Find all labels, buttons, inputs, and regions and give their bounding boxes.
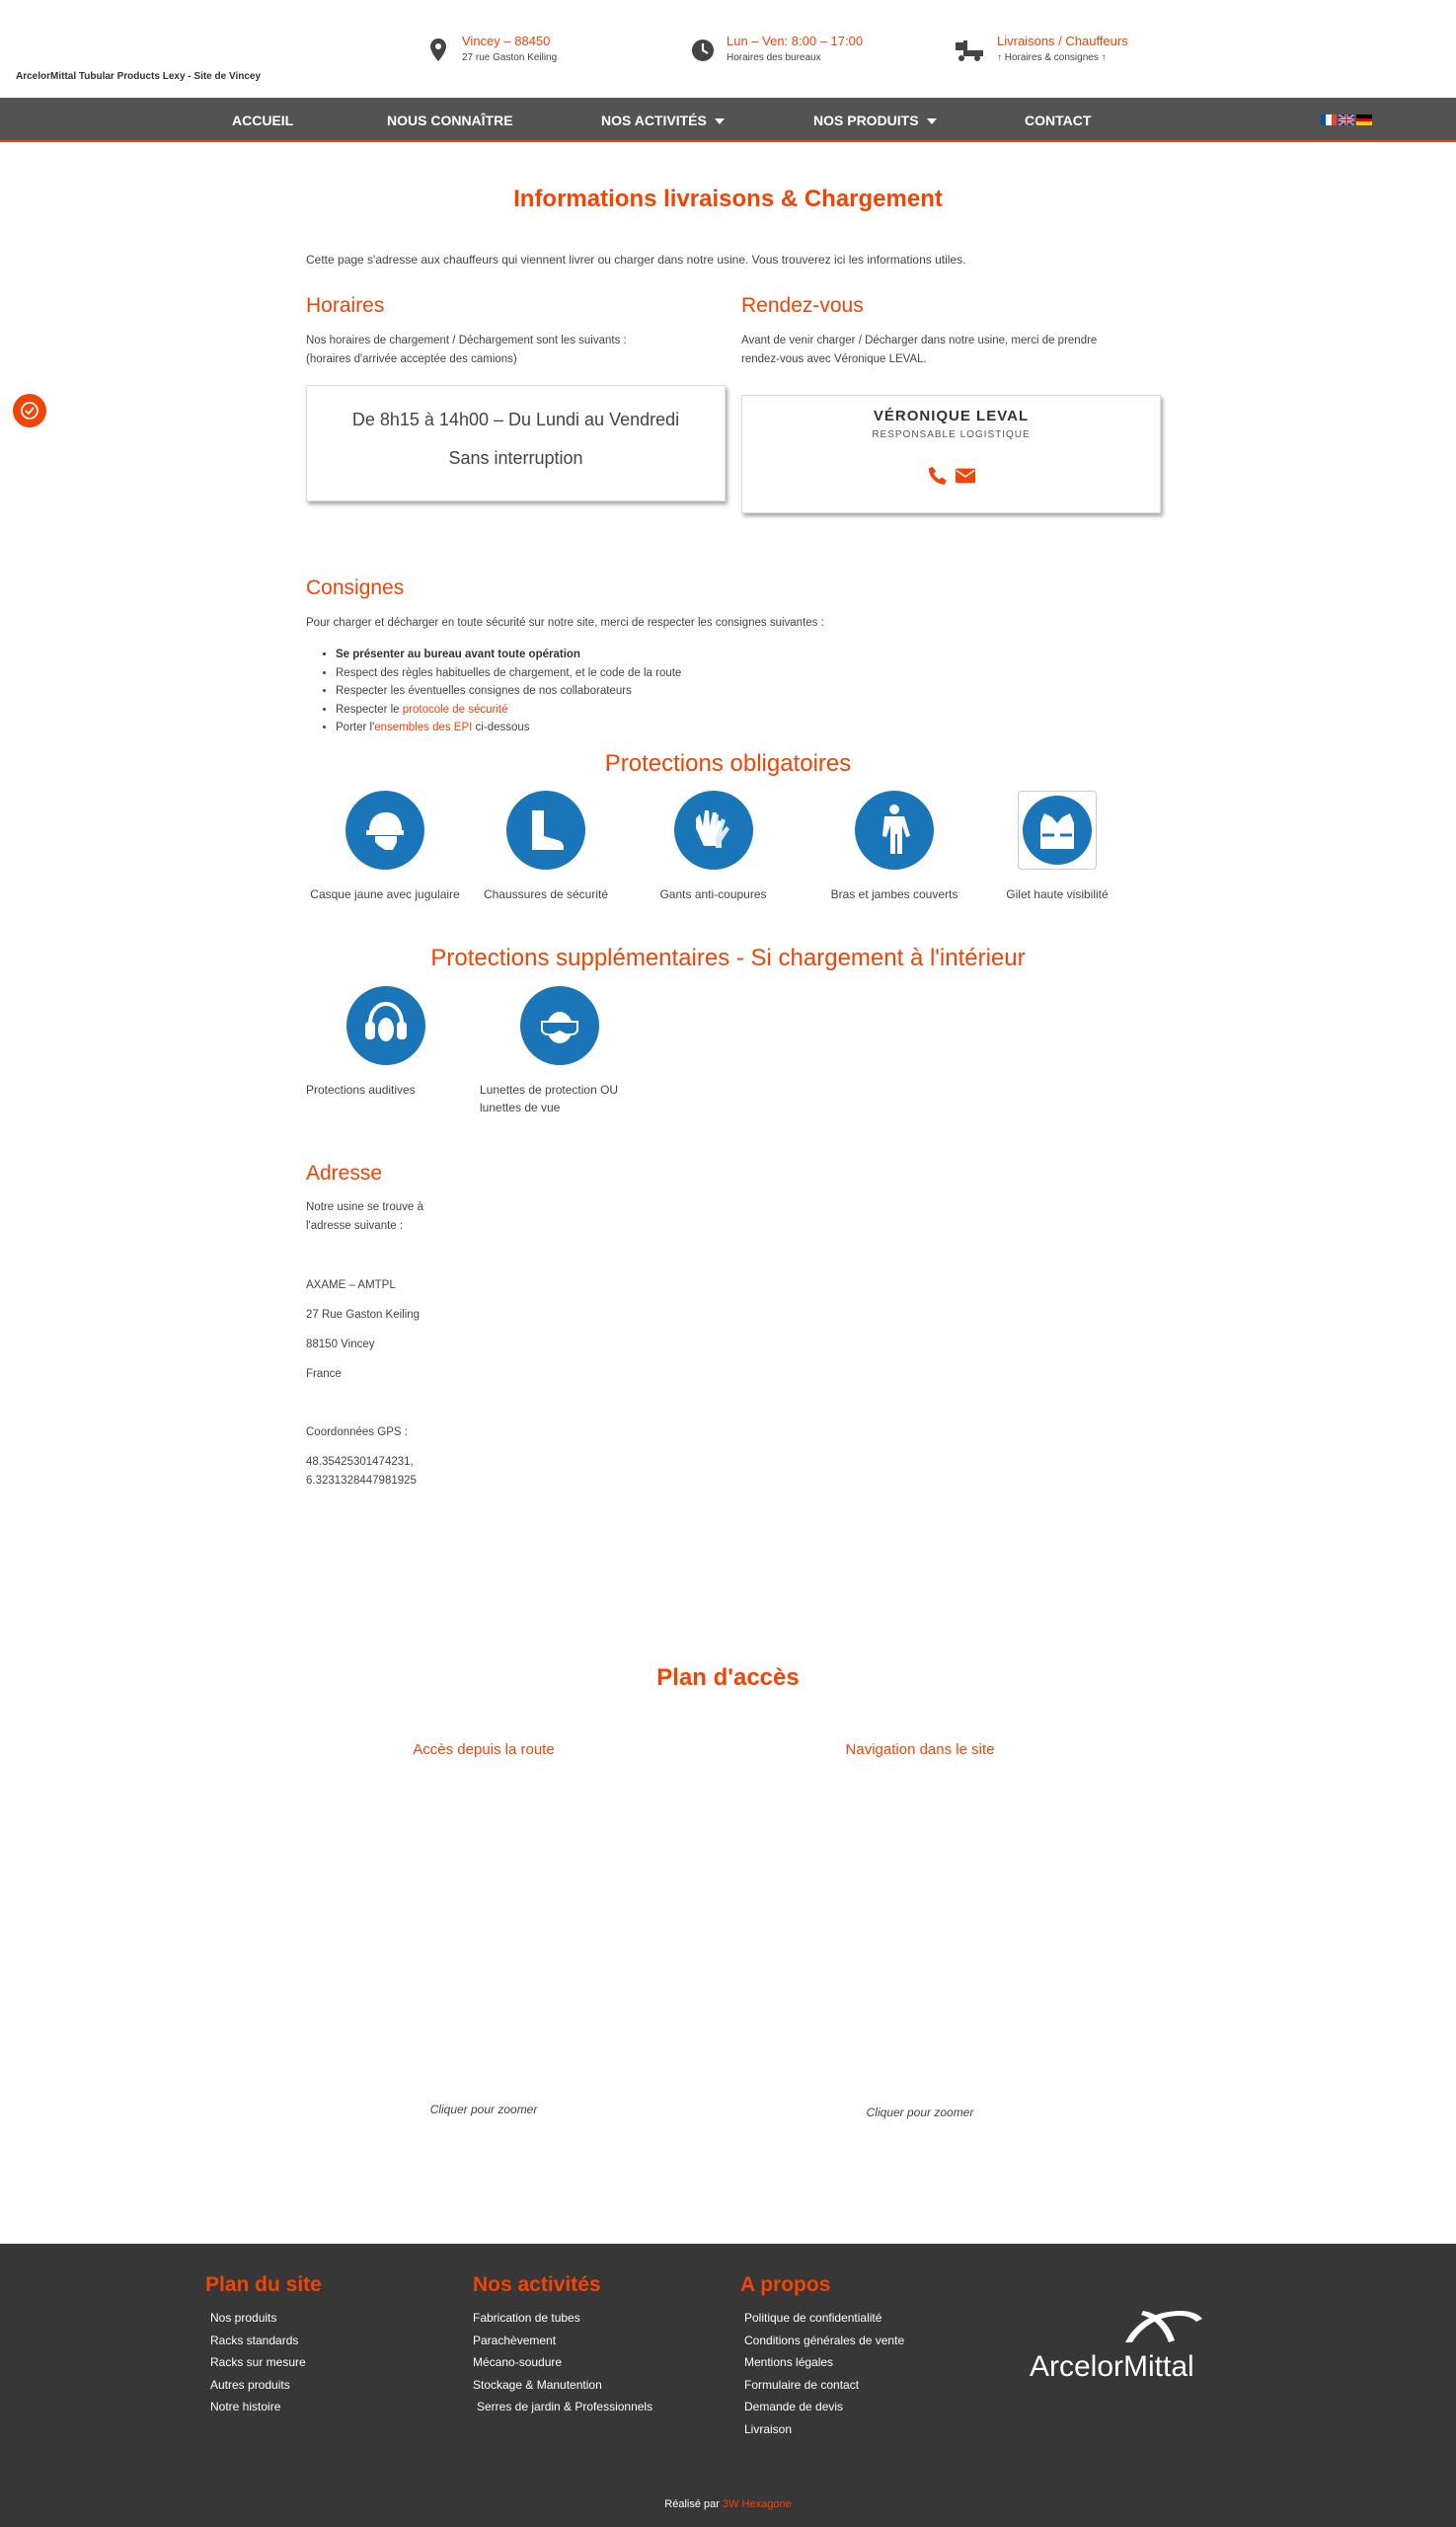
map-road-title: Accès depuis la route (413, 1741, 555, 1758)
map-site-zoom-caption: Cliquer pour zoomer (866, 2106, 974, 2119)
delivery-title: Livraisons / Chauffeurs (997, 34, 1128, 48)
footer-about-heading: A propos (740, 2273, 831, 2296)
adresse-intro (306, 1198, 423, 1236)
protection-gloves-label: Gants anti-coupures (659, 887, 767, 901)
location-title: Vincey – 88450 (462, 34, 551, 48)
chevron-down-icon (927, 118, 937, 124)
consigne-5-suffix: ci-dessous (472, 722, 530, 733)
nav-nos-activites[interactable] (601, 113, 725, 128)
page-intro: Cette page s'adresse aux chauffeurs qui viennent livrer ou charger dans notre usine. Vous trouverez ici les informations utiles. (306, 253, 966, 267)
footer-link[interactable]: Racks sur mesure (210, 2355, 306, 2369)
credit-link[interactable]: 3W Hexagone (722, 2498, 792, 2510)
protection-glasses-label: Lunettes de protection OU lunettes de vue (480, 1083, 619, 1114)
footer-activities (473, 2273, 652, 2418)
protection-vest-label: Gilet haute visibilité (1006, 887, 1109, 901)
ear-protection-icon (346, 986, 425, 1065)
consigne-item (336, 701, 681, 720)
delivery-info[interactable] (954, 34, 1128, 63)
horaires-text-line1: Nos horaires de chargement / Déchargement sont les suivants : (306, 335, 627, 346)
consigne-item (336, 664, 681, 683)
logo-wordmark: ArcelorMittal (1030, 2350, 1194, 2383)
horaires-heading: Horaires (306, 294, 385, 317)
rdv-heading: Rendez-vous (741, 294, 864, 317)
protection-ear (306, 986, 464, 1099)
glasses-icon (520, 986, 599, 1065)
horaires-text (306, 332, 627, 369)
contact-role: RESPONSABLE LOGISTIQUE (872, 429, 1031, 440)
horaires-line2: Sans interruption (448, 448, 583, 468)
rdv-text-line2: rendez-vous avec Véronique LEVAL. (741, 353, 927, 365)
rdv-text-line1: Avant de venir charger / Décharger dans notre usine, merci de prendre (741, 335, 1098, 346)
horaires-text-line2: (horaires d'arrivée acceptée des camions) (306, 353, 517, 365)
rdv-text (741, 332, 1097, 369)
vest-svg (1035, 807, 1080, 853)
footer-link[interactable]: Livraison (744, 2421, 793, 2436)
protection-ear-label: Protections auditives (306, 1083, 416, 1097)
consigne-item (336, 646, 681, 664)
arcelormittal-logo[interactable] (1027, 2303, 1244, 2392)
adresse-line4: France (306, 1368, 342, 1380)
language-switcher (1321, 115, 1372, 125)
hours-title: Lun – Ven: 8:00 – 17:00 (727, 34, 864, 48)
consigne-item (336, 682, 681, 701)
site-brand[interactable]: ArcelorMittal Tubular Products Lexy - Site de Vincey (16, 71, 262, 82)
footer-link[interactable]: Mentions légales (744, 2355, 834, 2369)
protection-helmet-label: Casque jaune avec jugulaire (310, 887, 460, 901)
phone-icon[interactable] (927, 465, 949, 487)
nav-nos-activites-label: NOS ACTIVITÉS (601, 113, 707, 128)
footer-activities-heading: Nos activités (473, 2273, 601, 2296)
consigne-4-prefix: Respecter le (336, 703, 403, 716)
plan-heading: Plan d'accès (656, 1664, 800, 1691)
nav-accueil[interactable]: ACCUEIL (232, 113, 294, 128)
contact-actions (742, 465, 1160, 487)
helmet-icon (345, 791, 424, 870)
map-road-zoom-caption: Cliquer pour zoomer (429, 2103, 538, 2116)
adresse-intro-line1: Notre usine se trouve à (306, 1201, 423, 1213)
footer-link[interactable]: Autres produits (210, 2377, 290, 2392)
union-jack-icon (1339, 115, 1354, 125)
protection-glasses (480, 986, 638, 1116)
footer-credit (0, 2498, 1456, 2510)
cookie-icon (19, 400, 40, 421)
protection-boots-label: Chaussures de sécurité (483, 887, 609, 901)
glasses-svg (530, 996, 589, 1055)
coverall-icon (855, 791, 934, 870)
consigne-5-prefix: Porter l' (336, 722, 375, 733)
boots-icon (506, 791, 585, 870)
protection-boots (472, 791, 620, 903)
flag-fr-icon[interactable] (1321, 115, 1337, 125)
footer-link[interactable]: Fabrication de tubes (473, 2311, 580, 2325)
footer-link[interactable]: Formulaire de contact (744, 2377, 860, 2392)
credit-prefix: Réalisé par (664, 2498, 723, 2510)
footer-link[interactable]: Conditions générales de vente (744, 2333, 905, 2347)
horaires-card (306, 385, 726, 501)
consigne-1: Se présenter au bureau avant toute opération (336, 649, 580, 660)
nav-nos-produits-label: NOS PRODUITS (813, 113, 919, 128)
map-site-title: Navigation dans le site (845, 1741, 995, 1758)
protection-coverall (815, 791, 973, 903)
footer-link[interactable]: Stockage & Manutention (473, 2377, 602, 2392)
protection-coverall-label: Bras et jambes couverts (830, 887, 958, 901)
consigne-2: Respect des règles habituelles de chargement, et le code de la route (336, 666, 682, 679)
cookie-consent-button[interactable] (13, 394, 46, 427)
footer-sitemap (205, 2273, 322, 2418)
adresse-line3: 88150 Vincey (306, 1339, 375, 1350)
consigne-3: Respecter les éventuelles consignes de nos collaborateurs (336, 685, 632, 697)
adresse-intro-line2: l'adresse suivante : (306, 1220, 404, 1232)
location-info[interactable] (426, 34, 557, 63)
location-subtitle: 27 rue Gaston Keiling (462, 52, 558, 63)
contact-card (741, 395, 1161, 513)
gps-label: Coordonnées GPS : (306, 1426, 408, 1438)
footer (0, 2244, 1456, 2527)
main-nav (0, 98, 1456, 142)
consigne-item (336, 719, 681, 737)
coverall-svg (865, 801, 924, 860)
gps-lng: 6.3231328447981925 (306, 1475, 417, 1487)
page-title: Informations livraisons & Chargement (513, 186, 943, 212)
truck-icon (954, 38, 985, 63)
ear-protection-svg (356, 996, 416, 1055)
adresse-heading: Adresse (306, 1162, 383, 1185)
nav-nous-connaitre[interactable]: NOUS CONNAÎTRE (387, 113, 513, 128)
footer-link[interactable]: Demande de devis (744, 2400, 844, 2413)
epi-link[interactable]: ensembles des EPI (374, 722, 473, 733)
footer-link[interactable]: Parachèvement (473, 2333, 557, 2347)
clock-icon (691, 38, 715, 63)
boots-svg (516, 801, 575, 860)
vest-icon (1023, 796, 1092, 865)
footer-link[interactable]: Notre histoire (210, 2400, 281, 2413)
safety-protocol-link[interactable]: protocole de sécurité (402, 703, 508, 716)
gloves-svg (684, 801, 743, 860)
helmet-svg (355, 801, 415, 860)
footer-link[interactable]: Politique de confidentialité (744, 2311, 882, 2325)
footer-link[interactable]: Nos produits (210, 2311, 277, 2325)
footer-about (740, 2273, 904, 2440)
chevron-down-icon (715, 118, 725, 124)
nav-nos-produits[interactable] (813, 113, 937, 128)
gloves-icon (674, 791, 753, 870)
nav-contact[interactable]: CONTACT (1025, 113, 1092, 128)
flag-en-icon[interactable] (1339, 115, 1354, 125)
contact-name: VÉRONIQUE LEVAL (873, 408, 1030, 424)
footer-sitemap-heading: Plan du site (205, 2273, 322, 2296)
top-bar (0, 0, 1456, 98)
adresse-line2: 27 Rue Gaston Keiling (306, 1309, 421, 1321)
gps-lat: 48.35425301474231, (306, 1456, 414, 1468)
protections-heading: Protections obligatoires (604, 750, 852, 777)
arcelormittal-swoosh-icon (1027, 2303, 1244, 2352)
consignes-heading: Consignes (306, 576, 405, 599)
extra-protections-heading: Protections supplémentaires - Si chargement à l'intérieur (430, 945, 1026, 971)
adresse-line1: AXAME – AMTPL (306, 1279, 396, 1291)
vest-icon-frame (1018, 791, 1097, 870)
protection-helmet (306, 791, 464, 903)
delivery-subtitle: ↑ Horaires & consignes ↑ (997, 52, 1107, 63)
gps-coords (306, 1453, 417, 1491)
consignes-intro: Pour charger et décharger en toute sécurité sur notre site, merci de respecter les consignes suivantes : (306, 617, 824, 629)
horaires-line1: De 8h15 à 14h00 – Du Lundi au Vendredi (351, 410, 680, 429)
consignes-list (336, 646, 681, 737)
footer-link[interactable]: Racks standards (210, 2333, 299, 2347)
hours-subtitle: Horaires des bureaux (727, 52, 821, 63)
map-pin-icon (426, 38, 450, 63)
footer-link[interactable]: Serres de jardin & Professionnels (477, 2400, 653, 2413)
protection-vest (988, 791, 1126, 903)
map-site-image[interactable] (762, 1772, 1078, 2088)
flag-de-icon[interactable] (1356, 115, 1372, 125)
email-icon[interactable] (955, 465, 976, 487)
footer-link[interactable]: Mécano-soudure (473, 2355, 563, 2369)
protection-gloves (642, 791, 785, 903)
hours-info (691, 34, 863, 63)
map-road-image[interactable] (326, 1772, 642, 2088)
